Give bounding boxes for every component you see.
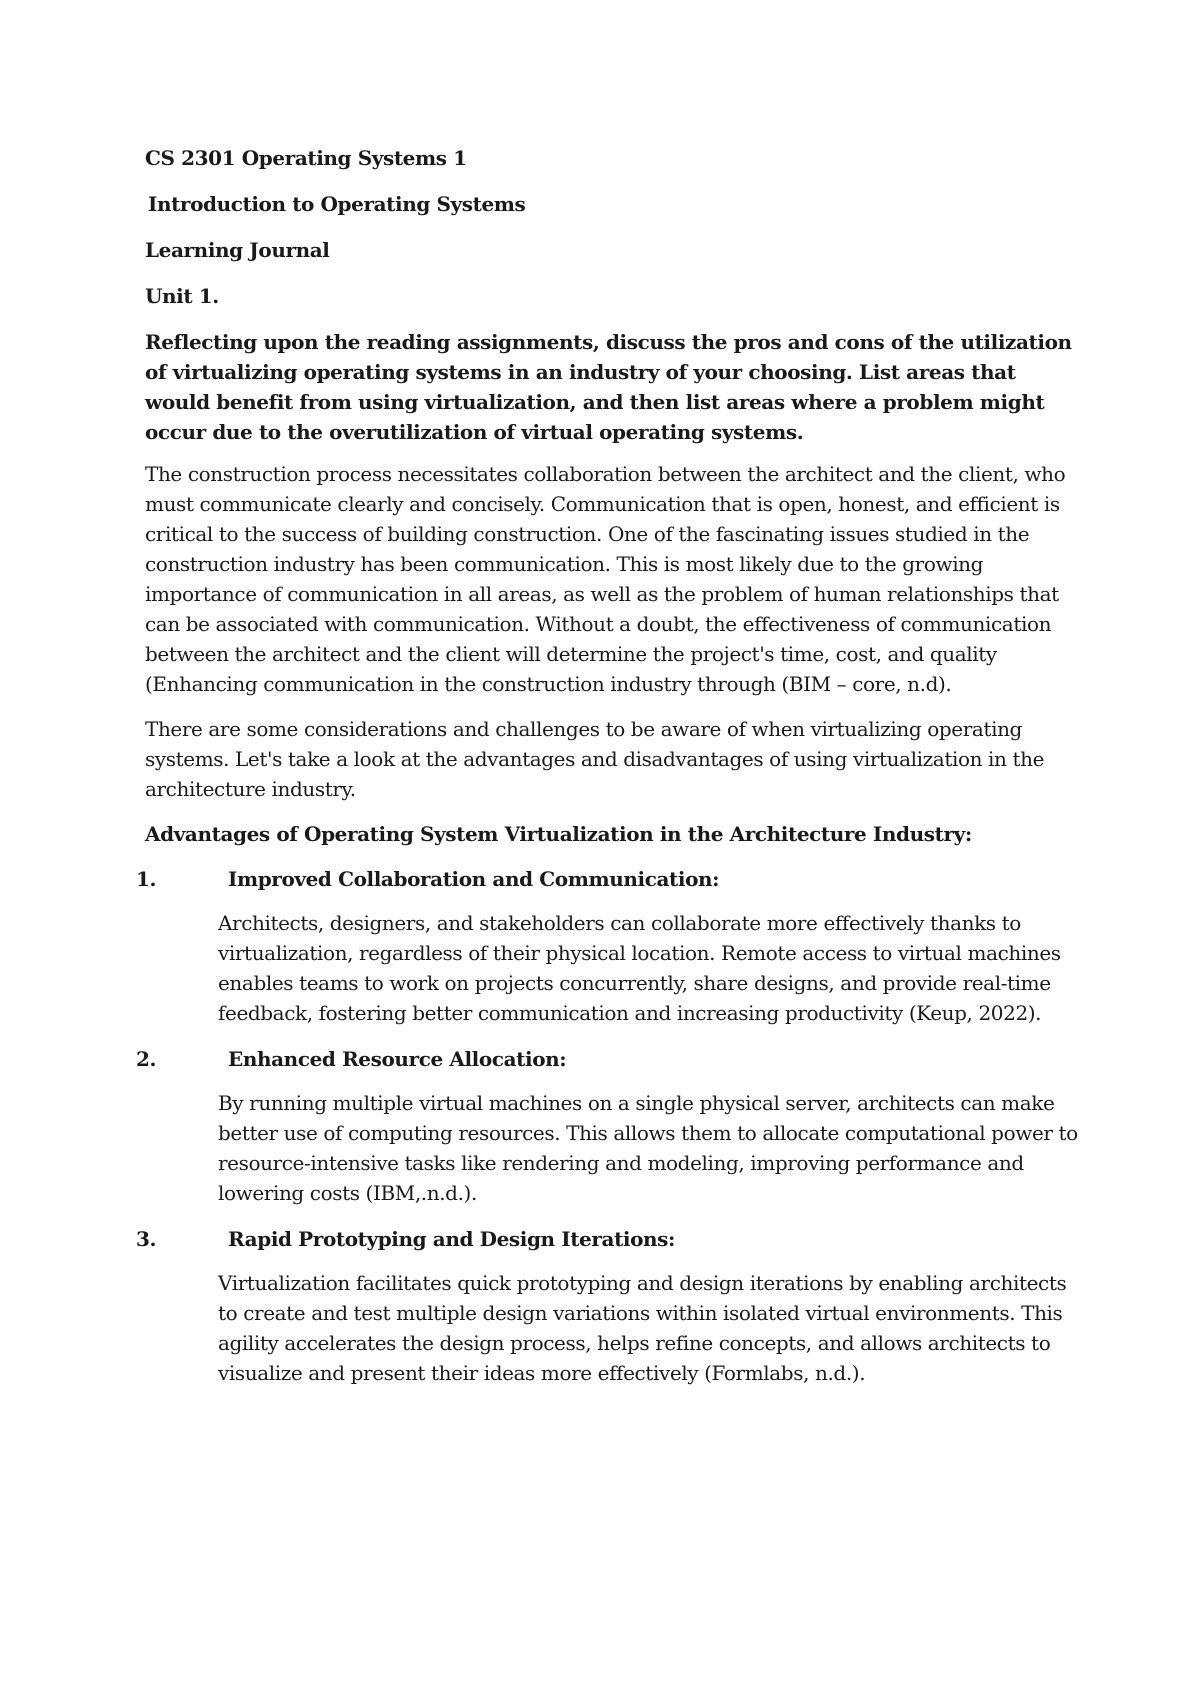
list-item-heading: Improved Collaboration and Communication: (228, 867, 720, 891)
document-body (136, 143, 1080, 1404)
list-item-number: 1. (136, 867, 157, 891)
topic-title: Introduction to Operating Systems (148, 192, 526, 216)
list-item-body: Architects, designers, and stakeholders can collaborate more effectively thanks to virtualization, regardless of their physical location. Remote access to virtual machines enables teams to work on projects concurrently, share designs, and provide real-time feedback, fostering better communication and increasing productivity (Keup, 2022). (218, 911, 1061, 1025)
assignment-prompt: Reflecting upon the reading assignments, discuss the pros and cons of the utilization of virtualizing operating systems in an industry of your choosing. List areas that would benefit from using virtualization, and then list areas where a problem might occur due to the overutilization of virtual operating systems. (145, 330, 1072, 444)
course-title: CS 2301 Operating Systems 1 (145, 146, 467, 170)
advantages-list (136, 864, 1080, 1388)
list-item-number: 2. (136, 1047, 157, 1071)
list-item (136, 1224, 1080, 1388)
body-paragraph: The construction process necessitates collaboration between the architect and the client, who must communicate clearly and concisely. Communication that is open, honest, and efficient is critical to the success of building construction. One of the fascinating issues studied in the construction industry has been communication. This is most likely due to the growing importance of communication in all areas, as well as the problem of human relationships that can be associated with communication. Without a doubt, the effectiveness of communication between the architect and the client will determine the project's time, cost, and quality (Enhancing communication in the construction industry through (BIM – core, n.d). (145, 462, 1066, 696)
list-item-number: 3. (136, 1227, 157, 1251)
list-item-title (136, 1224, 1080, 1254)
list-item-body: Virtualization facilitates quick prototyping and design iterations by enabling architects to create and test multiple design variations within isolated virtual environments. This agility accelerates the design process, helps refine concepts, and allows architects to visualize and present their ideas more effectively (Formlabs, n.d.). (218, 1271, 1067, 1385)
list-item-heading: Enhanced Resource Allocation: (228, 1047, 567, 1071)
body-paragraph: There are some considerations and challenges to be aware of when virtualizing operating systems. Let's take a look at the advantages and disadvantages of using virtualization in the architecture industry. (145, 717, 1045, 801)
unit-label: Unit 1. (145, 284, 219, 308)
advantages-heading: Advantages of Operating System Virtualization in the Architecture Industry: (145, 822, 972, 846)
list-item-title (136, 1044, 1080, 1074)
list-item-heading: Rapid Prototyping and Design Iterations: (228, 1227, 676, 1251)
list-item (136, 1044, 1080, 1208)
document-type: Learning Journal (145, 238, 330, 262)
list-item (136, 864, 1080, 1028)
list-item-title (136, 864, 1080, 894)
list-item-body: By running multiple virtual machines on a single physical server, architects can make better use of computing resources. This allows them to allocate computational power to resource-intensive tasks like rendering and modeling, improving performance and lowering costs (IBM,.n.d.). (218, 1091, 1078, 1205)
